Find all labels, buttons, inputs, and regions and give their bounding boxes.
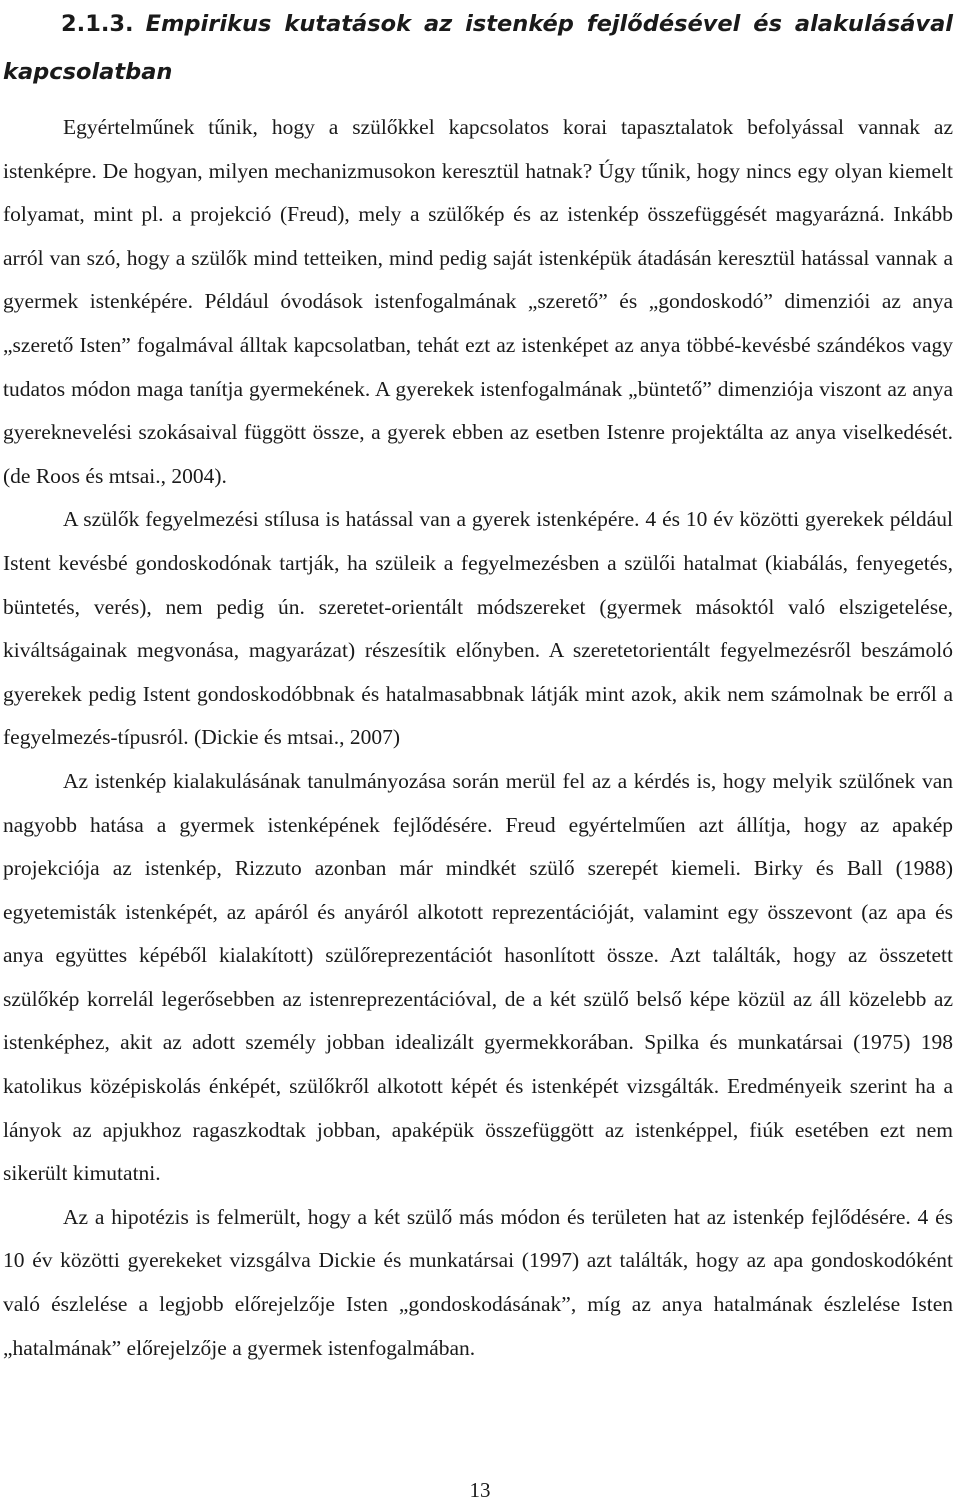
paragraph-2: A szülők fegyelmezési stílusa is hatással van a gyerek istenképére. 4 és 10 év közötti gyerekek például Istent kevésbé gondoskodónak tartják, ha szüleik a fegyelmezésben a szülői hatalmat (kiabálás, fenyegetés, büntetés, verés), nem pedig ún. szeretet-orientált módszereket (gyermek másoktól való elszigetelése, kiváltságainak megvonása, magyarázat) részesítik előnyben. A szeretetorientált fegyelmezésről beszámoló gyerekek pedig Istent gondoskodóbbnak és hatalmasabbnak látják mint azok, akik nem számolnak be erről a fegyelmezés-típusról. (Dickie és mtsai., 2007) xyxy=(3,507,953,750)
document-page xyxy=(3,0,953,1505)
section-heading xyxy=(3,0,953,96)
section-number: 2.1.3. xyxy=(61,11,134,37)
section-title: Empirikus kutatások az istenkép fejlődésével és alakulásával kapcsolatban xyxy=(3,11,953,85)
paragraph-1: Egyértelműnek tűnik, hogy a szülőkkel kapcsolatos korai tapasztalatok befolyással vannak az istenképre. De hogyan, milyen mechanizmusokon keresztül hatnak? Úgy tűnik, hogy nincs egy olyan kiemelt folyamat, mint pl. a projekció (Freud), mely a szülőkép és az istenkép összefüggését magyarázná. Inkább arról van szó, hogy a szülők mind tetteiken, mind pedig saját istenképük átadásán keresztül hatással vannak a gyermek istenképére. Például óvodások istenfogalmának „szerető” és „gondoskodó” dimenziói az anya „szerető Isten” fogalmával álltak kapcsolatban, tehát ezt az istenképet az anya többé-kevésbé szándékos vagy tudatos módon maga tanítja gyermekének. A gyerekek istenfogalmának „büntető” dimenziója viszont az anya gyereknevelési szokásaival függött össze, a gyerek ebben az esetben Istenre projektálta az anya viselkedését. (de Roos és mtsai., 2004). xyxy=(3,115,953,488)
page-number: 13 xyxy=(469,1478,491,1502)
paragraph-4: Az a hipotézis is felmerült, hogy a két szülő más módon és területen hat az istenkép fejlődésére. 4 és 10 év közötti gyerekeket vizsgálva Dickie és munkatársai (1997) azt találták, hogy az apa gondoskodóként való észlelése a legjobb előrejelzője Isten „gondoskodásának”, míg az anya hatalmának észlelése Isten „hatalmának” előrejelzője a gyermek istenfogalmában. xyxy=(3,1204,953,1360)
paragraph-3: Az istenkép kialakulásának tanulmányozása során merül fel az a kérdés is, hogy melyik szülőnek van nagyobb hatása a gyermek istenképének fejlődésére. Freud egyértelműen azt állítja, hogy az apakép projekciója az istenkép, Rizzuto azonban már mindkét szülő szerepét kiemeli. Birky és Ball (1988) egyetemisták istenképét, az apáról és anyáról alkotott reprezentációját, valamint egy összevont (az apa és anya együttes képéből kialakított) szülőreprezentációt hasonlított össze. Azt találták, hogy az összetett szülőkép korrelál legerősebben az istenreprezentációval, de a két szülő belső képe közül az áll közelebb az istenképhez, akit az adott személy jobban idealizált gyermekkorában. Spilka és munkatársai (1975) 198 katolikus középiskolás énképét, szülőkről alkotott képét és istenképét vizsgálták. Eredményeik szerint ha a lányok az apjukhoz ragaszkodtak jobban, apaképük összefüggött az istenképpel, fiúk esetében ezt nem sikerült kimutatni. xyxy=(3,768,953,1186)
